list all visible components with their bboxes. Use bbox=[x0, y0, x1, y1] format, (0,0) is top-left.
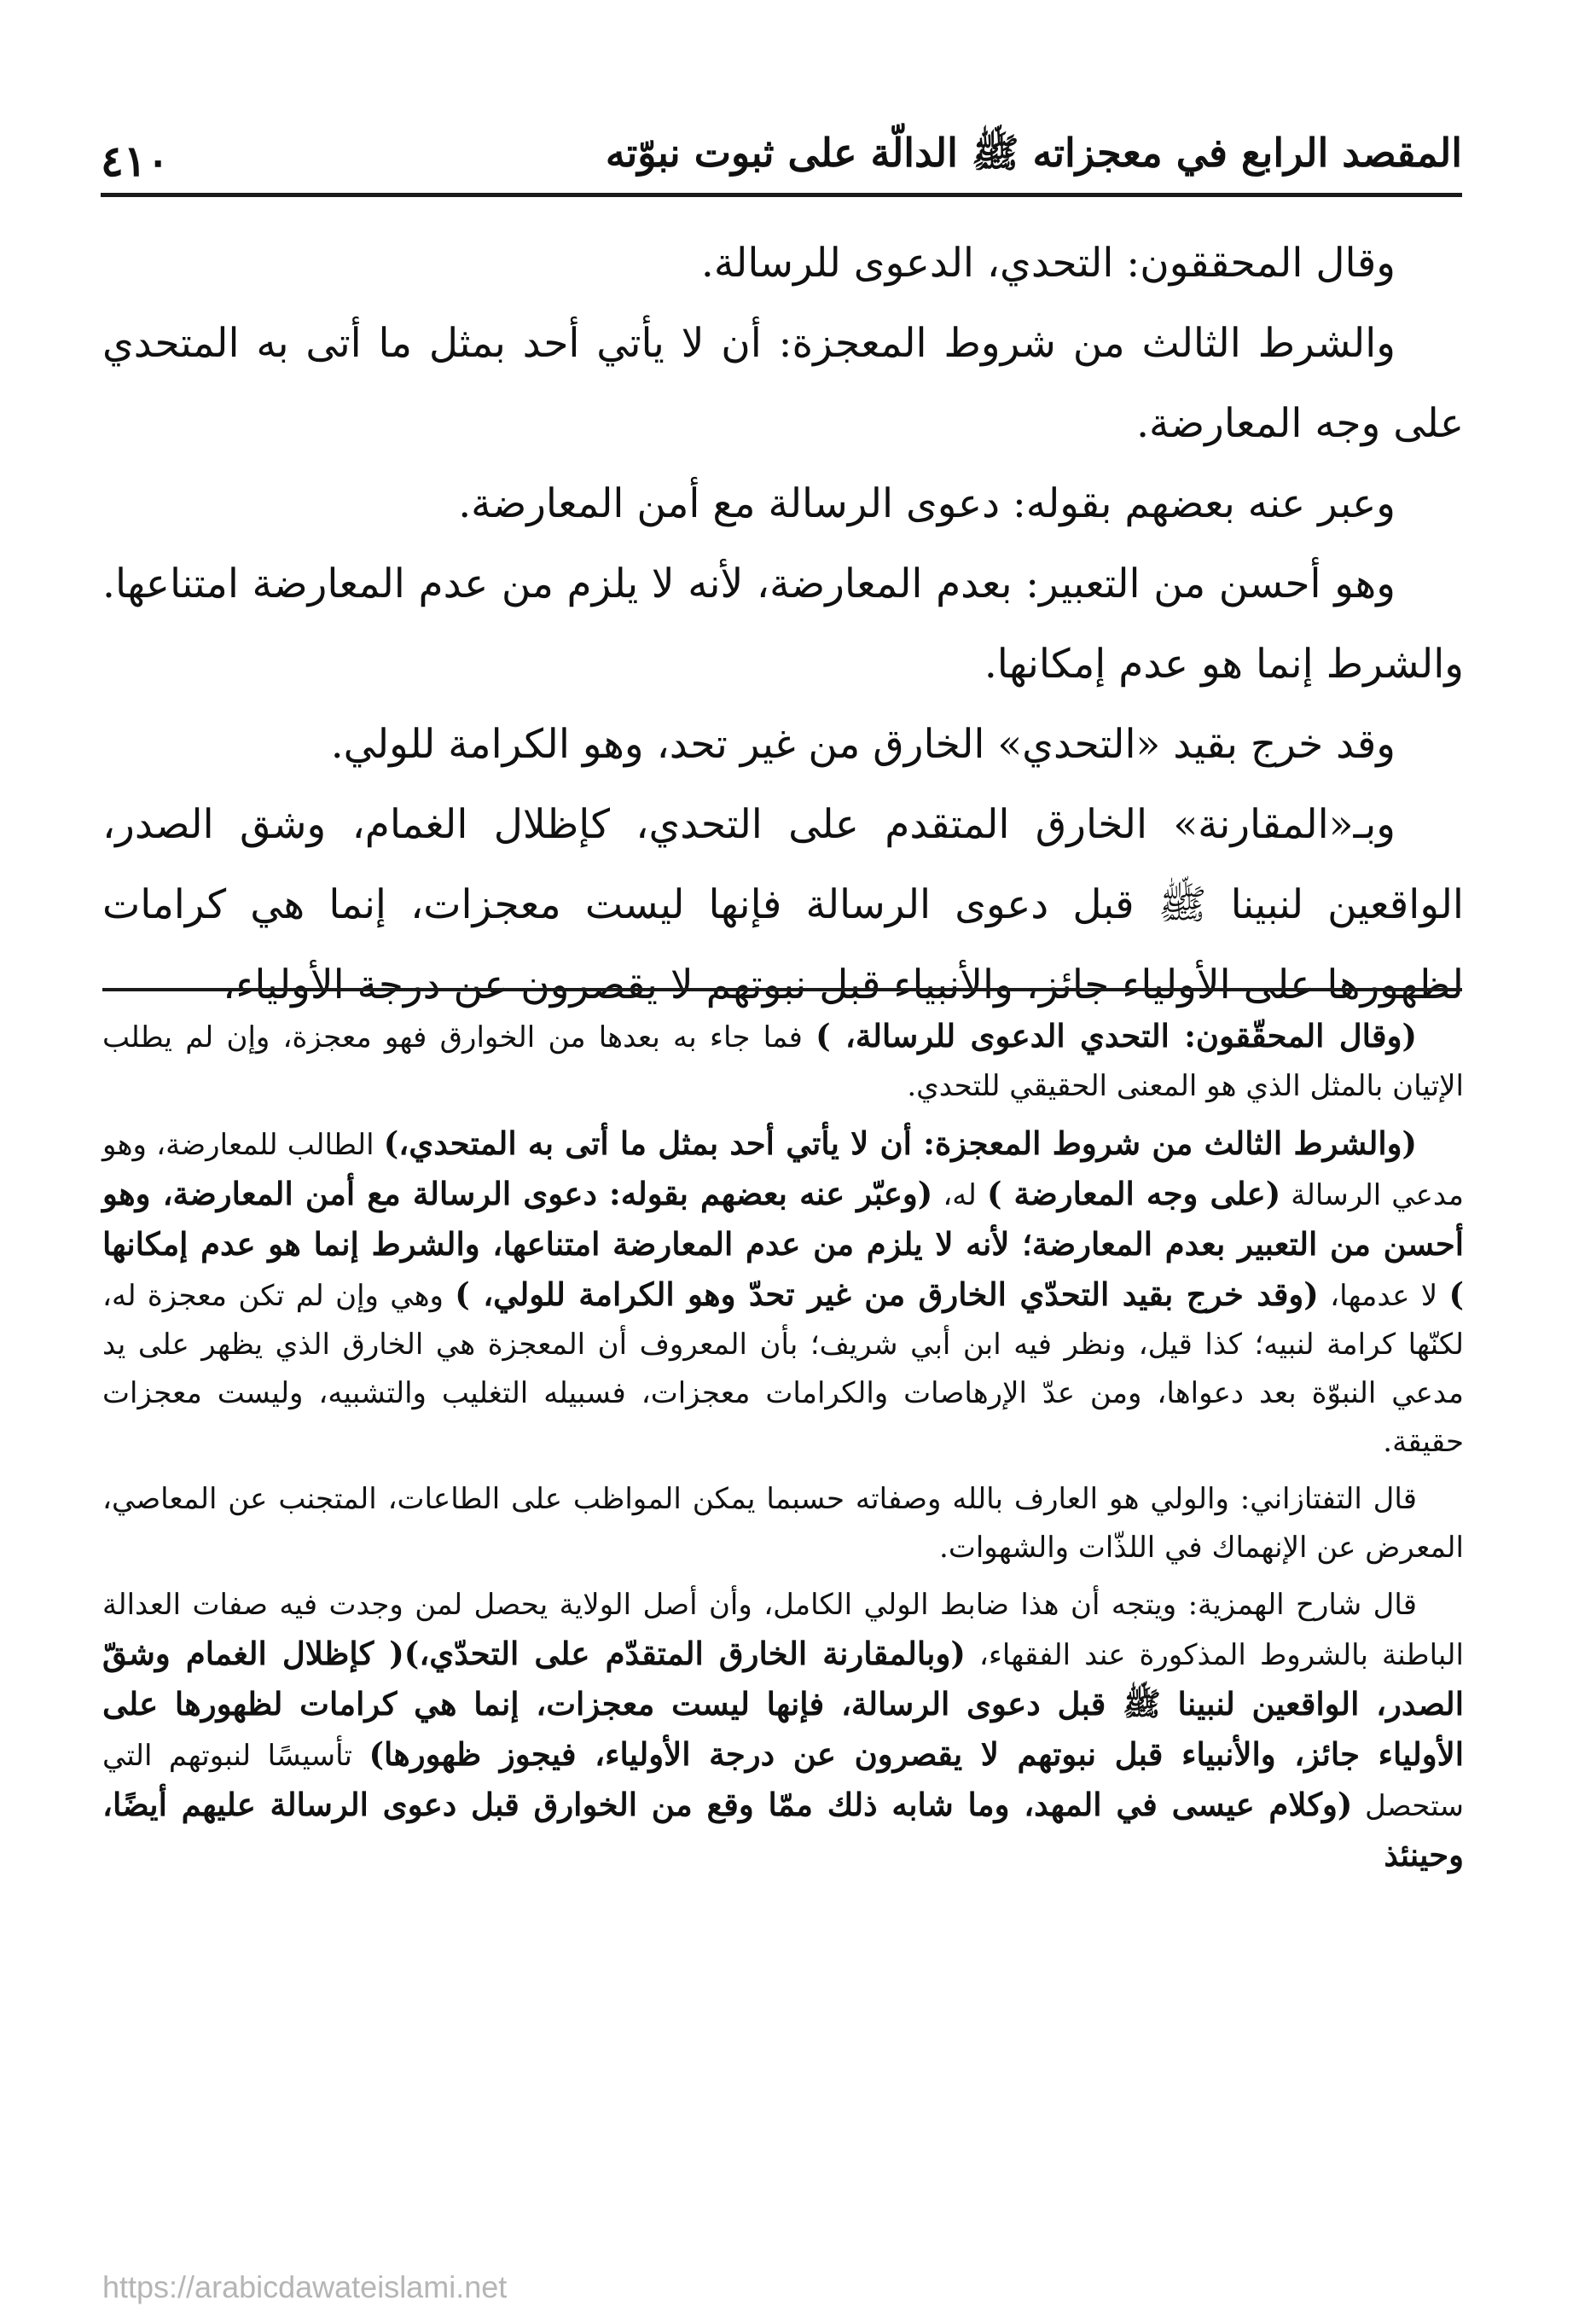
commentary-text: قال شارح الهمزية: ويتجه أن هذا ضابط الولي الكامل، وأن أصل الولاية يحصل لمن وجدت فيه صفات العدالة الباطنة بالشروط المذكورة عند الفقهاء، bbox=[102, 1588, 1464, 1672]
page-number: ٤١٠ bbox=[101, 136, 170, 186]
quoted-text: (على وجه المعارضة ) bbox=[986, 1175, 1281, 1212]
commentary-text: وهي وإن لم تكن معجزة له، لكنّها كرامة لنبيه؛ كذا قيل، ونظر فيه ابن أبي شريف؛ بأن المعروف أن المعجزة هي الخارق الذي يظهر على يد مدعي النبوّة بعد دعواها، ومن عدّ الإرهاصات والكرامات معجزات، فسبيله التغليب والتشبيه، وليست معجزات حقيقة. bbox=[102, 1279, 1464, 1459]
main-paragraph: وقال المحققون: التحدي، الدعوى للرسالة. bbox=[700, 240, 1396, 287]
main-text bbox=[102, 224, 1464, 1025]
quoted-text: (وبالمقارنة الخارق المتقدّم على التحدّي،)( كإظلال الغمام وشقّ الصدر، الواقعين لنبينا ﷺ قبل دعوى الرسالة، فإنها ليست معجزات، إنما هي كرامات لظهورها على الأولياء جائز، والأنبياء قبل نبوتهم لا يقصرون عن درجة الأولياء، فيجوز ظهورها) bbox=[102, 1635, 1465, 1773]
main-paragraph: وعبر عنه بعضهم بقوله: دعوى الرسالة مع أمن المعارضة. bbox=[458, 480, 1396, 527]
commentary-text: الطالب للمعارضة، وهو مدعي الرسالة bbox=[102, 1128, 1464, 1212]
commentary-text: لا عدمها، bbox=[1318, 1279, 1449, 1313]
quoted-text: (وكلام عيسى في المهد، وما شابه ذلك ممّا وقع من الخوارق قبل دعوى الرسالة عليهم أيضًا، وحينئذ bbox=[102, 1786, 1464, 1874]
commentary bbox=[102, 1012, 1464, 1890]
main-paragraph: والشرط الثالث من شروط المعجزة: أن لا يأتي أحد بمثل ما أتى به المتحدي على وجه المعارضة. bbox=[102, 320, 1464, 447]
section-divider bbox=[102, 988, 1462, 991]
quoted-text: (وقد خرج بقيد التحدّي الخارق من غير تحدّ وهو الكرامة للولي، ) bbox=[455, 1275, 1319, 1313]
main-paragraph: وبـ«المقارنة» الخارق المتقدم على التحدي، كإظلال الغمام، وشق الصدر، الواقعين لنبينا ﷺ قبل دعوى الرسالة فإنها ليست معجزات، إنما هي كرامات لظهورها على الأولياء جائز، والأنبياء قبل نبوتهم لا يقصرون عن درجة الأولياء، bbox=[102, 801, 1464, 1008]
page-header bbox=[101, 101, 1462, 197]
commentary-text: تأسيسًا لنبوتهم التي ستحصل bbox=[102, 1739, 1464, 1823]
commentary-paragraph bbox=[102, 1581, 1464, 1881]
quoted-text: (والشرط الثالث من شروط المعجزة: أن لا يأتي أحد بمثل ما أتى به المتحدي،) bbox=[383, 1124, 1418, 1162]
watermark-url: https://arabicdawateislami.net bbox=[102, 2269, 508, 2304]
main-paragraph: وقد خرج بقيد «التحدي» الخارق من غير تحد، وهو الكرامة للولي. bbox=[330, 721, 1396, 768]
running-title: المقصد الرابع في معجزاته ﷺ الدالّة على ثبوت نبوّته bbox=[605, 130, 1462, 176]
commentary-paragraph: قال التفتازاني: والولي هو العارف بالله وصفاته حسبما يمكن المواظب على الطاعات، المتجنب عن المعاصي، المعرض عن الإنهماك في اللذّات والشهوات. bbox=[102, 1482, 1464, 1565]
commentary-paragraph bbox=[102, 1012, 1464, 1111]
main-paragraph: وهو أحسن من التعبير: بعدم المعارضة، لأنه لا يلزم من عدم المعارضة امتناعها. والشرط إنما هو عدم إمكانها. bbox=[102, 561, 1464, 688]
commentary-text: له، bbox=[932, 1178, 987, 1212]
quoted-text: (وقال المحقّقون: التحدي الدعوى للرسالة، ) bbox=[816, 1017, 1417, 1055]
quoted-text: (وعبّر عنه بعضهم بقوله: دعوى الرسالة مع أمن المعارضة، وهو أحسن من التعبير بعدم المعارضة؛ لأنه لا يلزم من عدم المعارضة امتناعها، والشرط إنما هو عدم إمكانها ) bbox=[102, 1175, 1465, 1313]
commentary-paragraph bbox=[102, 1119, 1464, 1467]
commentary-text: فما جاء به بعدها من الخوارق فهو معجزة، وإن لم يطلب الإتيان بالمثل الذي هو المعنى الحقيقي للتحدي. bbox=[102, 1020, 1464, 1103]
